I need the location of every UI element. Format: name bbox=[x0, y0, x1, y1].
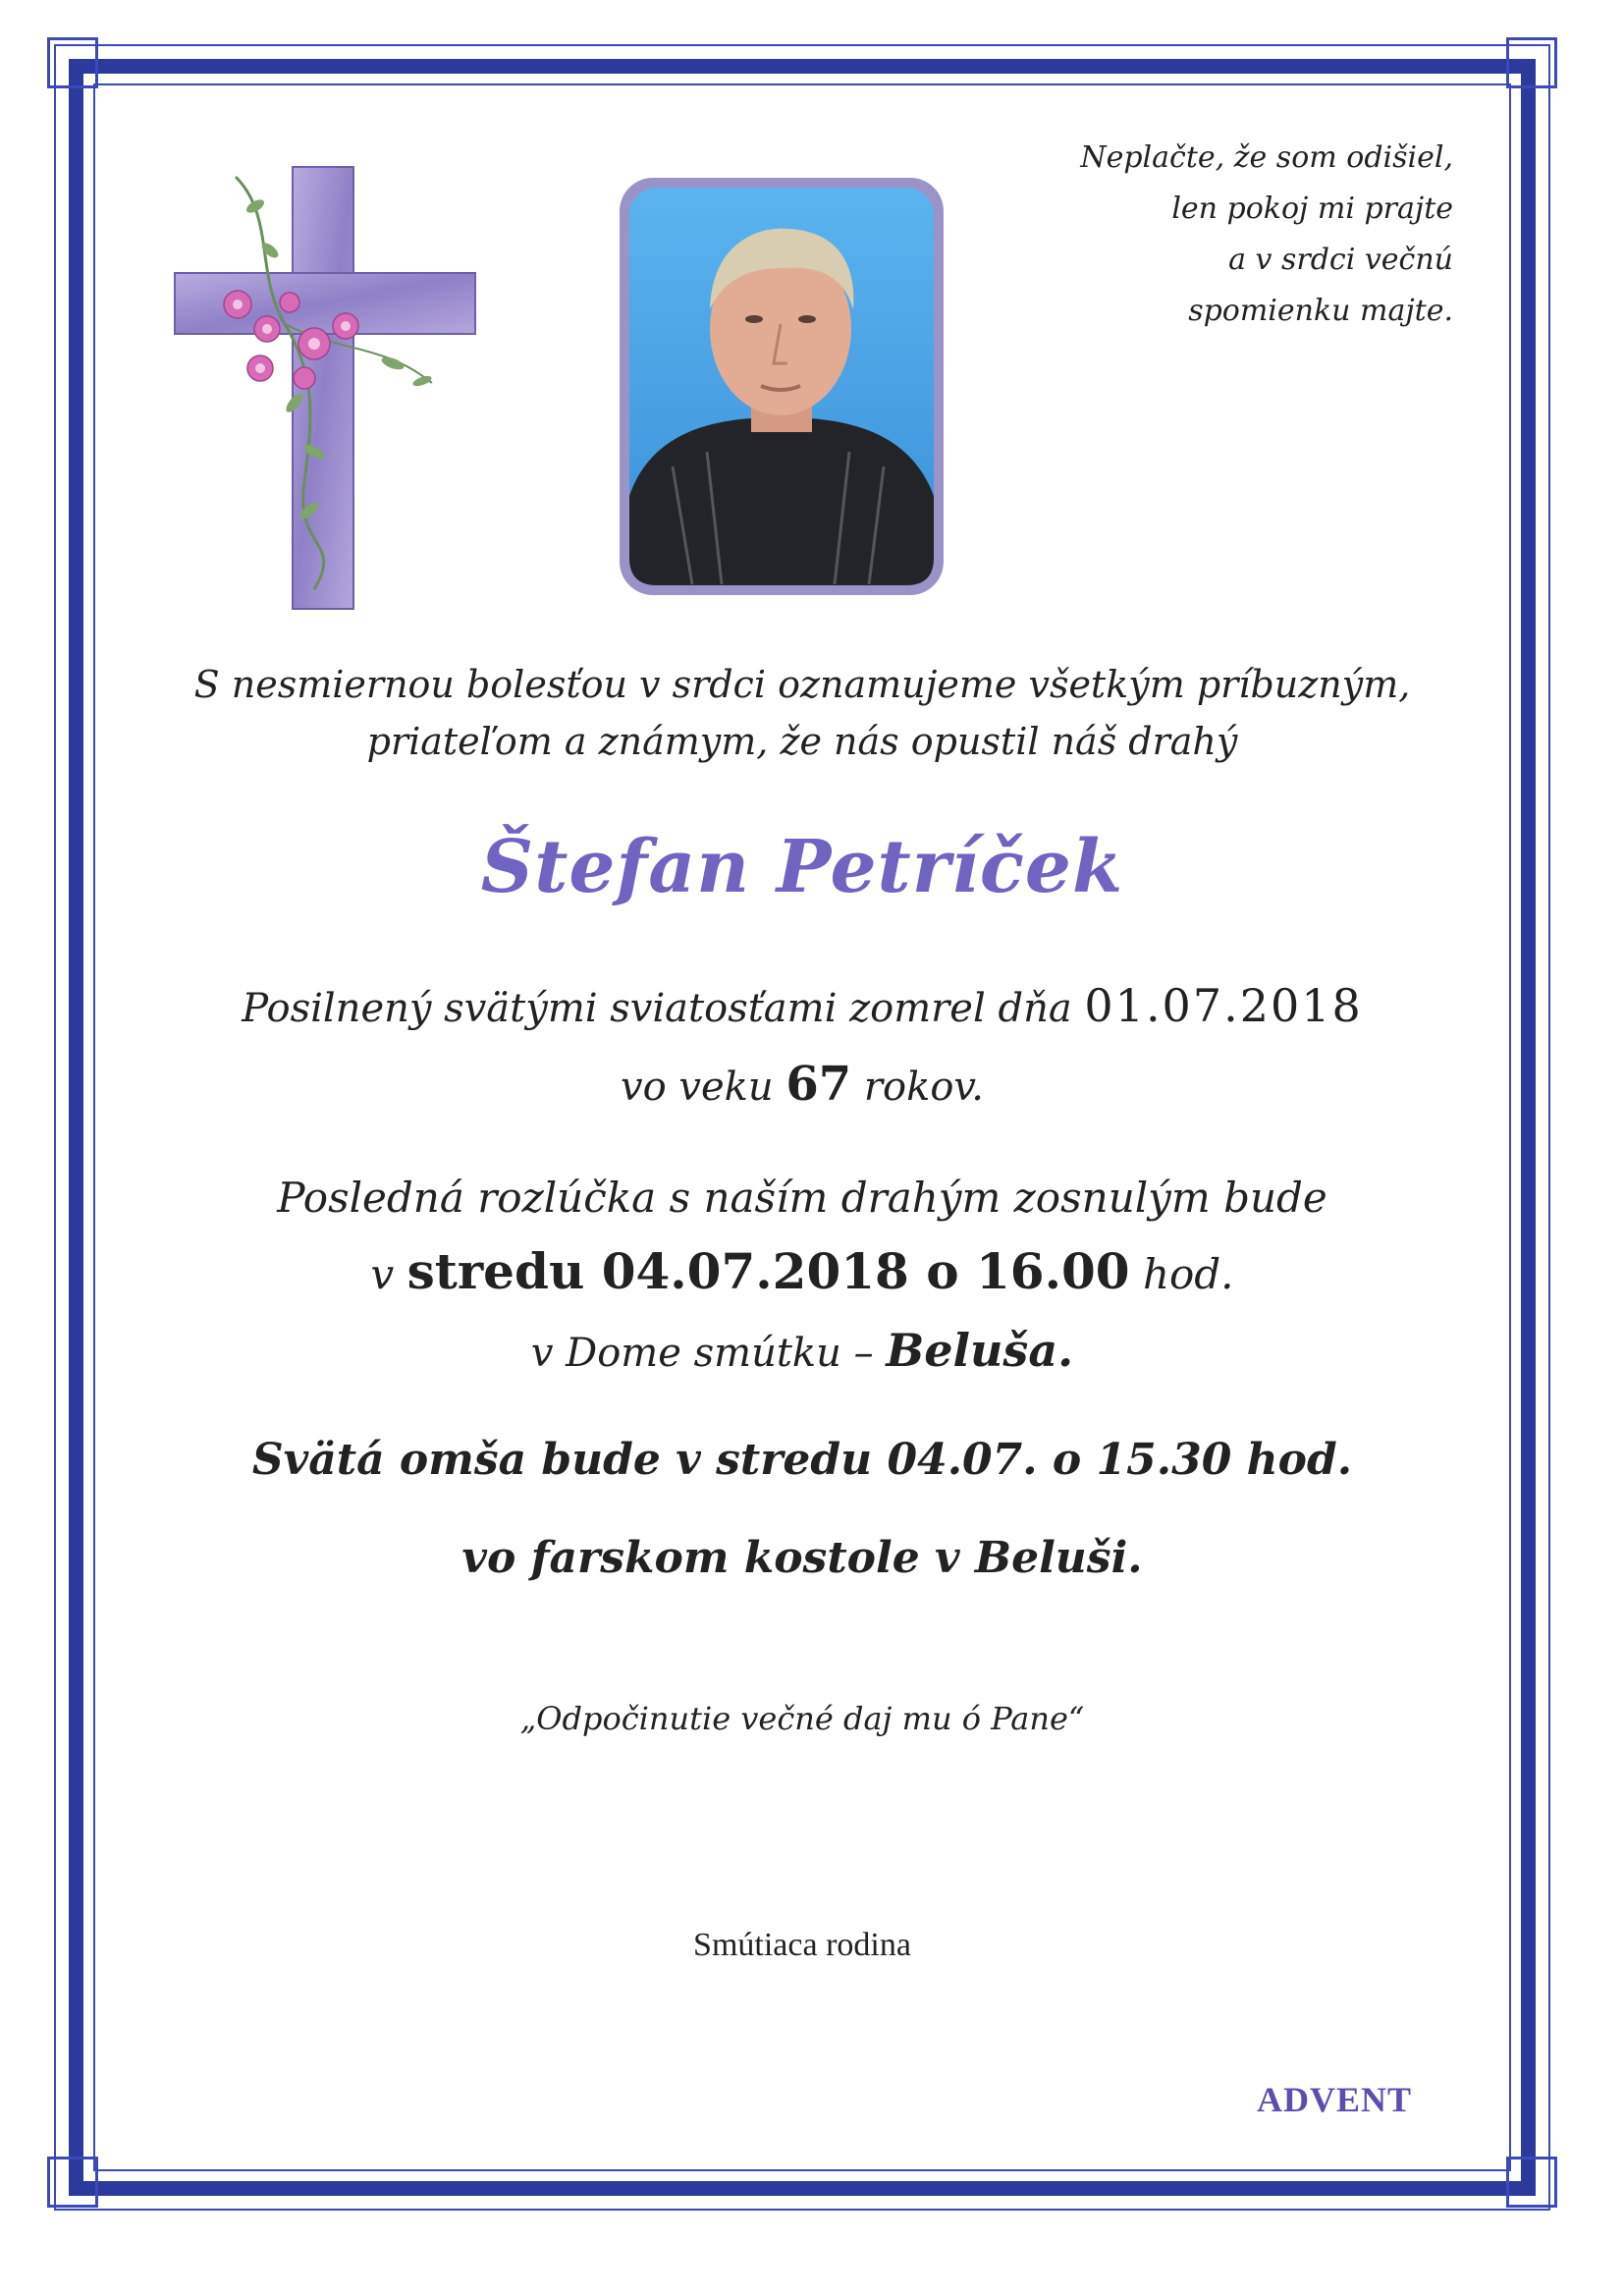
quote-line: len pokoj mi prajte bbox=[1171, 191, 1453, 226]
portrait-photo bbox=[614, 172, 947, 599]
farewell-line-3 bbox=[108, 1321, 1496, 1383]
cross-icon bbox=[167, 157, 501, 619]
death-date-line bbox=[108, 977, 1496, 1037]
farewell-datetime: stredu 04.07.2018 o 16.00 bbox=[406, 1242, 1130, 1300]
frame-corner-bottom-left bbox=[47, 2157, 98, 2208]
age-prefix: vo veku bbox=[621, 1065, 774, 1110]
advent-logo: ADVENT bbox=[1257, 2080, 1413, 2119]
farewell-prefix: v bbox=[370, 1250, 395, 1298]
quote-line: spomienku majte. bbox=[1188, 294, 1453, 328]
farewell-line-1: Posledná rozlúčka s naším drahým zosnulým bude bbox=[277, 1174, 1327, 1222]
frame-corner-top-left bbox=[47, 37, 98, 88]
family-signature: Smútiaca rodina bbox=[693, 1927, 911, 1963]
farewell-venue: v Dome smútku – bbox=[530, 1331, 874, 1376]
farewell-place: Beluša. bbox=[886, 1324, 1074, 1377]
intro-line-1: S nesmiernou bolesťou v srdci oznamujeme všetkým príbuzným, bbox=[193, 663, 1411, 706]
farewell-line-2 bbox=[108, 1242, 1496, 1304]
quote-line: a v srdci večnú bbox=[1228, 243, 1453, 277]
quote-line: Neplačte, že som odišiel, bbox=[1080, 140, 1453, 175]
prayer-text: „Odpočinutie večné daj mu ó Pane“ bbox=[519, 1700, 1085, 1737]
age-line bbox=[108, 1056, 1496, 1116]
quote-verse bbox=[1011, 133, 1453, 337]
intro-line-2: priateľom a známym, že nás opustil náš drahý bbox=[366, 720, 1238, 763]
mass-line-2: vo farskom kostole v Beluši. bbox=[461, 1533, 1143, 1583]
frame-corner-bottom-right bbox=[1506, 2157, 1557, 2208]
mass-line-1: Svätá omša bude v stredu 04.07. o 15.30 hod. bbox=[251, 1435, 1353, 1485]
age-suffix: rokov. bbox=[863, 1065, 984, 1110]
age-value: 67 bbox=[785, 1057, 852, 1112]
deceased-name: Štefan Petríček bbox=[480, 825, 1124, 909]
farewell-suffix: hod. bbox=[1142, 1250, 1234, 1298]
death-text: Posilnený svätými sviatosťami zomrel dňa bbox=[242, 986, 1072, 1031]
announcement-intro bbox=[108, 656, 1496, 770]
death-date: 01.07.2018 bbox=[1084, 979, 1363, 1032]
frame-corner-top-right bbox=[1506, 37, 1557, 88]
